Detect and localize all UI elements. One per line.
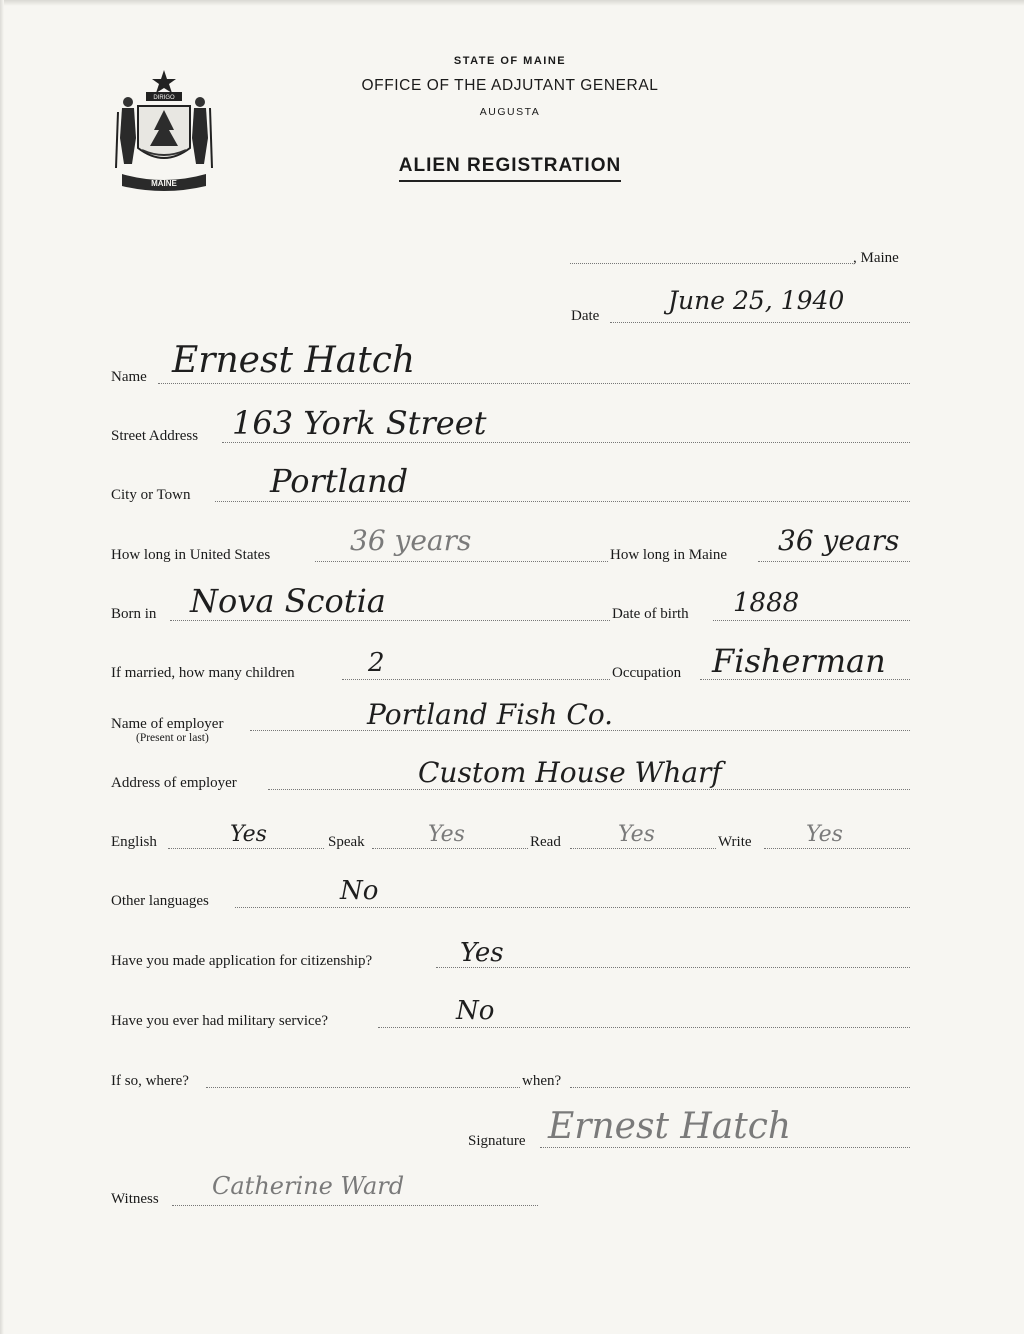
name-value: Ernest Hatch	[172, 340, 416, 381]
us-years-label: How long in United States	[111, 547, 271, 563]
occupation-label: Occupation	[612, 665, 682, 681]
read-label: Read	[530, 834, 561, 850]
name-line	[158, 383, 910, 384]
city-line	[215, 501, 910, 502]
signature-label: Signature	[468, 1133, 526, 1149]
witness-line	[172, 1205, 538, 1206]
signature-value: Ernest Hatch	[548, 1106, 792, 1147]
employer-note: (Present or last)	[136, 732, 209, 744]
place-suffix: , Maine	[853, 250, 899, 266]
other-languages-label: Other languages	[111, 893, 209, 909]
place-line	[570, 263, 853, 264]
occupation-value: Fisherman	[712, 642, 886, 680]
us-years-value: 36 years	[350, 524, 472, 557]
form-title-text: ALIEN REGISTRATION	[399, 155, 621, 182]
children-label: If married, how many children	[111, 665, 295, 681]
date-line	[610, 322, 910, 323]
dob-label: Date of birth	[612, 606, 689, 622]
maine-years-label: How long in Maine	[610, 547, 728, 563]
employer-address-value: Custom House Wharf	[418, 756, 722, 789]
employer-value: Portland Fish Co.	[367, 698, 614, 731]
scan-top-edge	[0, 0, 1024, 6]
seal-banner: MAINE	[151, 179, 177, 188]
born-in-label: Born in	[111, 606, 157, 622]
military-line	[378, 1027, 910, 1028]
employer-address-line	[268, 789, 910, 790]
street-address-line	[222, 442, 910, 443]
dob-line	[713, 620, 910, 621]
dob-value: 1888	[733, 588, 800, 618]
where-label: If so, where?	[111, 1073, 189, 1089]
military-value: No	[456, 996, 495, 1026]
read-line	[570, 848, 716, 849]
date-label: Date	[571, 308, 600, 324]
header-office: OFFICE OF THE ADJUTANT GENERAL	[361, 77, 659, 94]
employer-label: Name of employer	[111, 716, 224, 732]
witness-label: Witness	[111, 1191, 159, 1207]
other-languages-value: No	[340, 876, 379, 906]
street-address-label: Street Address	[111, 428, 199, 444]
signature-line	[540, 1147, 910, 1148]
when-line	[570, 1087, 910, 1088]
name-label: Name	[111, 369, 147, 385]
header-state: STATE OF MAINE	[453, 55, 567, 67]
military-label: Have you ever had military service?	[111, 1013, 328, 1029]
speak-line	[372, 848, 528, 849]
maine-years-line	[758, 561, 910, 562]
other-languages-line	[235, 907, 910, 908]
when-label: when?	[522, 1073, 562, 1089]
write-value: Yes	[806, 822, 843, 847]
citizenship-line	[436, 967, 910, 968]
english-line	[168, 848, 324, 849]
employer-address-label: Address of employer	[111, 775, 237, 791]
maine-state-seal	[112, 68, 216, 196]
maine-years-value: 36 years	[778, 524, 900, 557]
children-line	[342, 679, 610, 680]
where-line	[206, 1087, 520, 1088]
born-in-line	[170, 620, 610, 621]
citizenship-value: Yes	[460, 938, 504, 968]
city-value: Portland	[270, 462, 409, 500]
citizenship-label: Have you made application for citizenship?	[111, 953, 373, 969]
read-value: Yes	[618, 822, 655, 847]
date-value: June 25, 1940	[668, 286, 845, 315]
write-line	[764, 848, 910, 849]
us-years-line	[315, 561, 608, 562]
children-value: 2	[368, 648, 385, 678]
seal-motto: DIRIGO	[153, 95, 175, 101]
header-city: AUGUSTA	[479, 106, 541, 118]
form-title	[300, 155, 720, 177]
write-label: Write	[718, 834, 752, 850]
speak-label: Speak	[328, 834, 365, 850]
english-value: Yes	[230, 822, 267, 847]
witness-value: Catherine Ward	[212, 1172, 405, 1200]
english-label: English	[111, 834, 157, 850]
city-label: City or Town	[111, 487, 191, 503]
street-address-value: 163 York Street	[232, 404, 487, 442]
scan-left-edge	[0, 0, 4, 1334]
born-in-value: Nova Scotia	[190, 582, 386, 620]
speak-value: Yes	[428, 822, 465, 847]
